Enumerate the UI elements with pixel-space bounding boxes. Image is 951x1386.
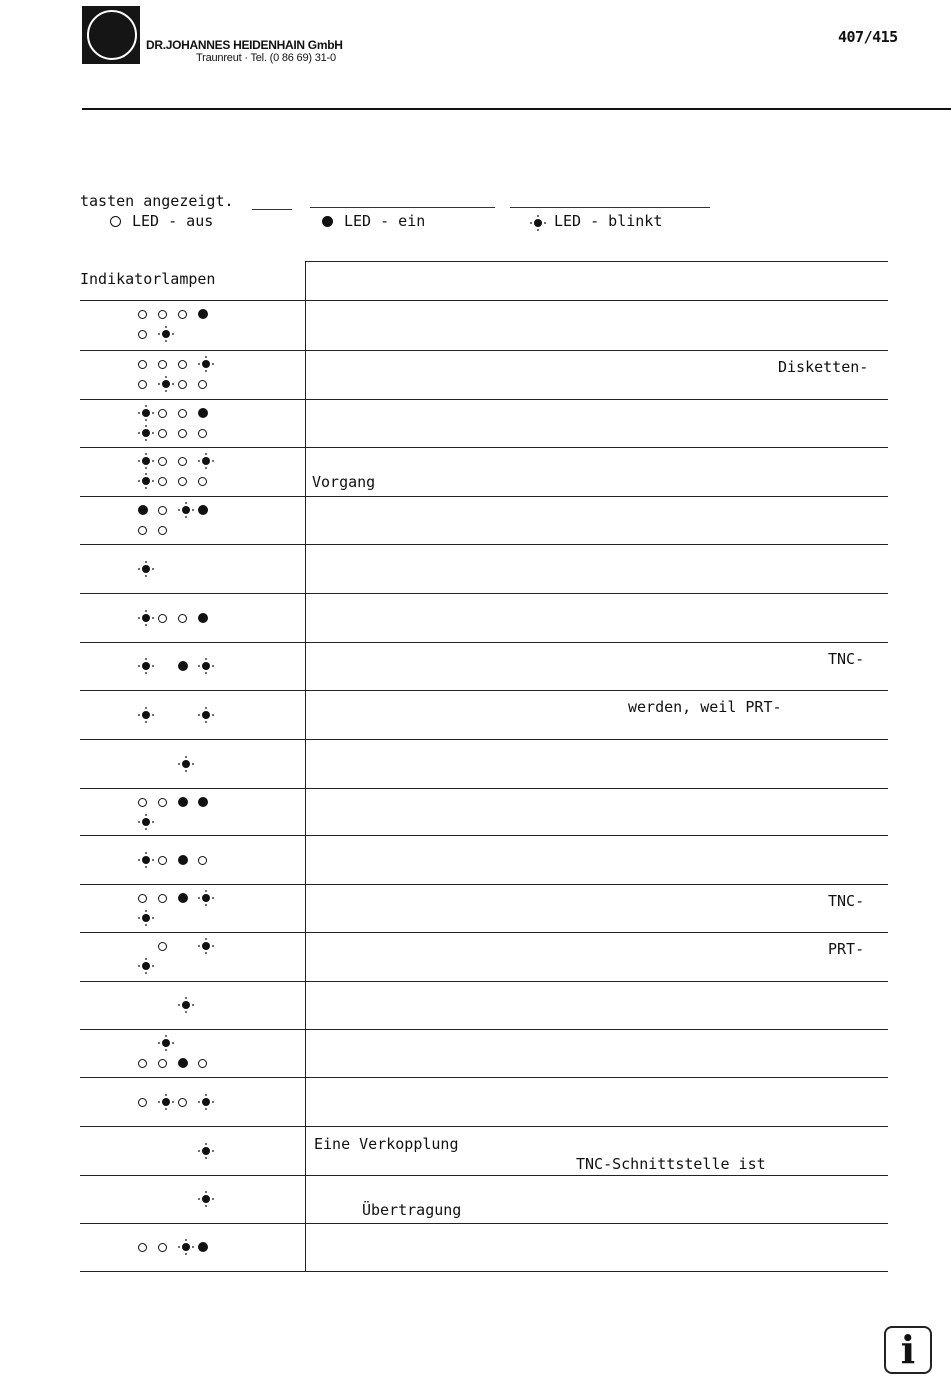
row-description: Disketten- <box>778 358 869 376</box>
led-blink-icon <box>138 958 154 974</box>
led-pattern <box>138 995 288 1015</box>
led-off-icon <box>178 477 187 486</box>
info-icon <box>884 1326 932 1374</box>
logo-circle <box>87 10 137 60</box>
led-off-icon <box>178 360 187 369</box>
led-off-icon <box>158 477 167 486</box>
led-blink-icon <box>138 707 154 723</box>
table-row <box>80 1077 888 1126</box>
led-pattern <box>138 559 288 579</box>
led-row <box>138 608 288 628</box>
led-row <box>138 995 288 1015</box>
led-row <box>138 956 288 976</box>
legend-blink-icon <box>530 213 546 229</box>
led-pattern <box>138 888 288 928</box>
row-description: TNC- <box>828 650 865 668</box>
led-blink-icon <box>198 707 214 723</box>
led-blink-icon <box>178 756 194 772</box>
led-pattern <box>138 500 288 540</box>
led-off-icon <box>178 429 187 438</box>
led-pattern <box>138 792 288 832</box>
table-row <box>80 642 888 690</box>
led-off-icon <box>158 526 167 535</box>
led-off-icon <box>178 380 187 389</box>
led-pattern <box>138 1141 288 1161</box>
led-off-icon <box>178 457 187 466</box>
led-off-icon <box>178 614 187 623</box>
table-header-indikatorlampen: Indikatorlampen <box>80 270 216 288</box>
led-on-icon <box>178 797 188 807</box>
row-description: Übertragung <box>362 1201 462 1219</box>
led-on-icon <box>198 613 208 623</box>
row-description: TNC- <box>828 892 865 910</box>
led-off-icon <box>158 506 167 515</box>
led-blink-icon <box>138 610 154 626</box>
led-off-icon <box>158 1059 167 1068</box>
dash-line <box>310 207 495 208</box>
led-off-icon <box>138 380 147 389</box>
table-row <box>80 1126 888 1175</box>
led-pattern <box>138 705 288 725</box>
table-row <box>80 835 888 884</box>
row-description: Vorgang <box>312 473 376 491</box>
heidenhain-logo <box>82 6 140 64</box>
table-row <box>80 1223 888 1271</box>
table-row <box>80 932 888 981</box>
led-row <box>138 304 288 324</box>
led-row <box>138 423 288 443</box>
led-blink-icon <box>198 453 214 469</box>
led-off-icon <box>158 429 167 438</box>
led-blink-icon <box>138 658 154 674</box>
led-pattern <box>138 1189 288 1209</box>
led-off-icon <box>178 310 187 319</box>
led-row <box>138 850 288 870</box>
led-row <box>138 500 288 520</box>
led-on-icon <box>198 797 208 807</box>
led-off-icon <box>158 360 167 369</box>
table-row <box>80 399 888 447</box>
led-off-icon <box>158 310 167 319</box>
led-off-icon <box>158 614 167 623</box>
company-address: Traunreut · Tel. (0 86 69) 31-0 <box>196 52 336 64</box>
legend-off-icon <box>108 213 124 229</box>
led-row <box>138 374 288 394</box>
led-blink-icon <box>198 938 214 954</box>
led-blink-icon <box>138 561 154 577</box>
led-off-icon <box>138 360 147 369</box>
led-row <box>138 1033 288 1053</box>
led-blink-icon <box>138 405 154 421</box>
led-blink-icon <box>138 425 154 441</box>
table-row <box>80 300 888 350</box>
led-blink-icon <box>198 658 214 674</box>
led-blink-icon <box>198 1094 214 1110</box>
dash-line <box>252 209 292 210</box>
legend-on-icon <box>320 213 336 229</box>
led-row <box>138 1141 288 1161</box>
led-off-icon <box>138 526 147 535</box>
led-row <box>138 792 288 812</box>
led-off-icon <box>138 1059 147 1068</box>
legend-item-on <box>320 212 425 230</box>
led-row <box>138 1092 288 1112</box>
led-blink-icon <box>138 453 154 469</box>
led-off-icon <box>178 409 187 418</box>
led-blink-icon <box>198 1143 214 1159</box>
led-on-icon <box>178 661 188 671</box>
led-blink-icon <box>198 356 214 372</box>
row-description: Eine Verkopplung <box>314 1135 459 1153</box>
table-bottom-rule <box>80 1271 888 1272</box>
row-description: werden, weil PRT- <box>628 698 782 716</box>
led-row <box>138 559 288 579</box>
document-number: 407/415 <box>838 28 898 46</box>
led-blink-icon <box>198 890 214 906</box>
table-row <box>80 981 888 1029</box>
table-row <box>80 447 888 496</box>
led-off-icon <box>158 894 167 903</box>
led-off-icon <box>158 409 167 418</box>
led-pattern <box>138 656 288 676</box>
led-blink-icon <box>530 215 546 231</box>
led-off-icon <box>138 798 147 807</box>
legend-label: LED - blinkt <box>554 212 663 230</box>
row-description: PRT- <box>828 940 865 958</box>
led-off-icon <box>198 380 207 389</box>
led-blink-icon <box>138 814 154 830</box>
info-icon-glyph: i <box>900 1327 916 1372</box>
led-row <box>138 812 288 832</box>
led-on-icon <box>138 505 148 515</box>
led-on-icon <box>198 1242 208 1252</box>
table-row <box>80 544 888 593</box>
company-name: DR.JOHANNES HEIDENHAIN GmbH <box>146 38 343 52</box>
led-on-icon <box>178 1058 188 1068</box>
led-pattern <box>138 608 288 628</box>
led-row <box>138 520 288 540</box>
led-off-icon <box>158 1243 167 1252</box>
led-row <box>138 656 288 676</box>
legend-item-blink <box>530 212 662 230</box>
led-off-icon <box>138 330 147 339</box>
led-blink-icon <box>158 1094 174 1110</box>
led-pattern <box>138 304 288 344</box>
table-row <box>80 496 888 544</box>
led-row <box>138 888 288 908</box>
led-row <box>138 754 288 774</box>
led-on-icon <box>198 309 208 319</box>
led-off-icon <box>110 216 121 227</box>
table-row <box>80 884 888 932</box>
led-row <box>138 1237 288 1257</box>
led-row <box>138 1189 288 1209</box>
dash-line <box>510 207 710 208</box>
table-row <box>80 593 888 642</box>
led-row <box>138 936 288 956</box>
led-pattern <box>138 1033 288 1073</box>
table-row <box>80 739 888 788</box>
led-blink-icon <box>178 502 194 518</box>
led-blink-icon <box>198 1191 214 1207</box>
led-off-icon <box>198 477 207 486</box>
led-on-icon <box>178 893 188 903</box>
led-blink-icon <box>138 473 154 489</box>
legend-label: LED - aus <box>132 212 214 230</box>
row-description-secondary: TNC-Schnittstelle ist <box>576 1155 766 1173</box>
led-off-icon <box>158 856 167 865</box>
led-pattern <box>138 1237 288 1257</box>
led-off-icon <box>198 429 207 438</box>
led-off-icon <box>138 1098 147 1107</box>
led-blink-icon <box>158 1035 174 1051</box>
header-divider <box>82 108 951 110</box>
led-row <box>138 908 288 928</box>
led-off-icon <box>138 894 147 903</box>
led-on-icon <box>198 505 208 515</box>
table-row <box>80 690 888 739</box>
led-off-icon <box>158 942 167 951</box>
led-blink-icon <box>158 326 174 342</box>
led-pattern <box>138 403 288 443</box>
led-pattern <box>138 754 288 774</box>
led-blink-icon <box>158 376 174 392</box>
led-row <box>138 1053 288 1073</box>
led-row <box>138 324 288 344</box>
led-pattern <box>138 936 288 976</box>
led-row <box>138 471 288 491</box>
led-on-icon <box>198 408 208 418</box>
led-off-icon <box>158 457 167 466</box>
led-off-icon <box>178 1098 187 1107</box>
led-pattern <box>138 850 288 870</box>
led-pattern <box>138 354 288 394</box>
led-off-icon <box>198 856 207 865</box>
led-blink-icon <box>178 1239 194 1255</box>
legend-item-off <box>108 212 213 230</box>
led-row <box>138 403 288 423</box>
led-off-icon <box>138 1243 147 1252</box>
led-pattern <box>138 1092 288 1112</box>
intro-text: tasten angezeigt. <box>80 192 234 210</box>
led-on-icon <box>178 855 188 865</box>
led-off-icon <box>198 1059 207 1068</box>
led-off-icon <box>138 310 147 319</box>
table-row <box>80 788 888 835</box>
table-top-rule <box>305 261 888 262</box>
table-row <box>80 1175 888 1223</box>
led-blink-icon <box>138 852 154 868</box>
led-row <box>138 451 288 471</box>
led-on-icon <box>322 216 333 227</box>
legend-label: LED - ein <box>344 212 426 230</box>
led-blink-icon <box>178 997 194 1013</box>
led-blink-icon <box>138 910 154 926</box>
table-row <box>80 1029 888 1077</box>
led-pattern <box>138 451 288 491</box>
led-row <box>138 354 288 374</box>
led-row <box>138 705 288 725</box>
led-off-icon <box>158 798 167 807</box>
table-row <box>80 350 888 399</box>
